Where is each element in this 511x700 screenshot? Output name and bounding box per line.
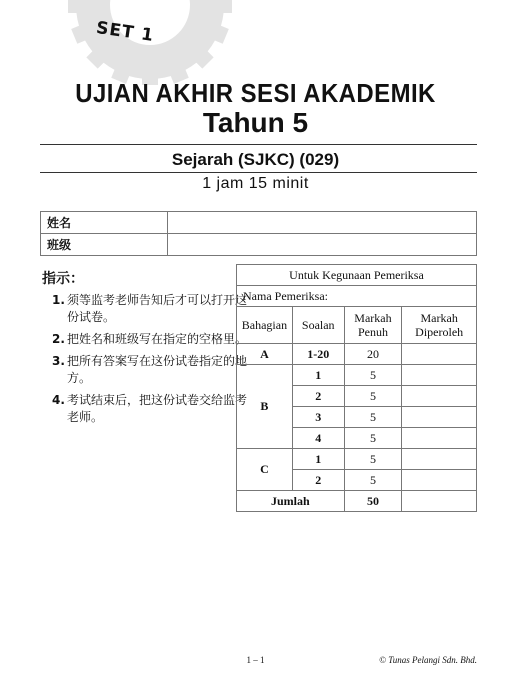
instruction-text: 把所有答案写在这份试卷指定的地方。 <box>67 354 248 385</box>
instruction-item <box>52 392 252 426</box>
full-marks-cell: 5 <box>344 386 402 407</box>
table-row <box>237 365 477 386</box>
instructions-heading: 指示： <box>42 271 84 287</box>
instruction-number: 3. <box>52 354 65 368</box>
exam-title: UJIAN AKHIR SESI AKADEMIK <box>75 78 436 108</box>
set-badge-label: SET 1 <box>94 18 156 46</box>
instruction-number: 2. <box>52 332 65 346</box>
subject-label: Sejarah (SJKC) (029) <box>171 150 340 169</box>
marks-obtained-cell[interactable] <box>402 344 477 365</box>
instruction-item <box>52 292 252 326</box>
total-marks-cell: 50 <box>344 491 402 512</box>
marks-obtained-cell[interactable] <box>402 365 477 386</box>
total-label: Jumlah <box>237 491 345 512</box>
class-row <box>41 234 477 256</box>
instruction-item <box>52 331 252 348</box>
total-obtained-cell[interactable] <box>402 491 477 512</box>
col-header-full-marks: Markah Penuh <box>344 307 402 344</box>
full-marks-cell: 5 <box>344 407 402 428</box>
page-number: 1 – 1 <box>246 655 265 665</box>
examiner-name-label: Nama Pemeriksa: <box>237 286 477 307</box>
total-row <box>237 491 477 512</box>
marks-obtained-cell[interactable] <box>402 386 477 407</box>
subject-divider <box>40 172 477 173</box>
exam-subtitle: Tahun 5 <box>202 107 309 138</box>
instruction-item <box>52 353 252 387</box>
instruction-number: 1. <box>52 293 65 307</box>
full-marks-cell: 5 <box>344 470 402 491</box>
instruction-text: 考试结束后，把这份试卷交给监考老师。 <box>67 393 248 424</box>
question-cell: 3 <box>292 407 344 428</box>
question-cell: 4 <box>292 428 344 449</box>
student-info-table <box>40 211 477 256</box>
marks-obtained-cell[interactable] <box>402 407 477 428</box>
marks-obtained-cell[interactable] <box>402 428 477 449</box>
class-field[interactable] <box>168 234 477 256</box>
copyright-text: © Tunas Pelangi Sdn. Bhd. <box>379 655 477 665</box>
instructions-list <box>52 292 252 431</box>
full-marks-cell: 20 <box>344 344 402 365</box>
examiner-table-title: Untuk Kegunaan Pemeriksa <box>237 265 477 286</box>
marks-obtained-cell[interactable] <box>402 470 477 491</box>
instruction-number: 4. <box>52 393 65 407</box>
col-header-section: Bahagian <box>237 307 293 344</box>
name-field[interactable] <box>168 212 477 234</box>
full-marks-cell: 5 <box>344 428 402 449</box>
question-cell: 2 <box>292 470 344 491</box>
question-cell: 1-20 <box>292 344 344 365</box>
name-label: 姓名 <box>41 212 168 234</box>
name-row <box>41 212 477 234</box>
section-label: A <box>237 344 293 365</box>
title-divider <box>40 144 477 145</box>
table-row <box>237 449 477 470</box>
marks-obtained-cell[interactable] <box>402 449 477 470</box>
examiner-table <box>236 264 477 512</box>
question-cell: 1 <box>292 365 344 386</box>
instruction-text: 须等监考老师告知后才可以打开这份试卷。 <box>67 293 248 324</box>
section-label: B <box>237 365 293 449</box>
col-header-marks-obtained: Markah Diperoleh <box>402 307 477 344</box>
full-marks-cell: 5 <box>344 449 402 470</box>
table-row <box>237 344 477 365</box>
instruction-text: 把姓名和班级写在指定的空格里。 <box>67 332 248 346</box>
duration-label: 1 jam 15 minit <box>202 175 309 192</box>
question-cell: 1 <box>292 449 344 470</box>
full-marks-cell: 5 <box>344 365 402 386</box>
class-label: 班级 <box>41 234 168 256</box>
question-cell: 2 <box>292 386 344 407</box>
section-label: C <box>237 449 293 491</box>
col-header-question: Soalan <box>292 307 344 344</box>
